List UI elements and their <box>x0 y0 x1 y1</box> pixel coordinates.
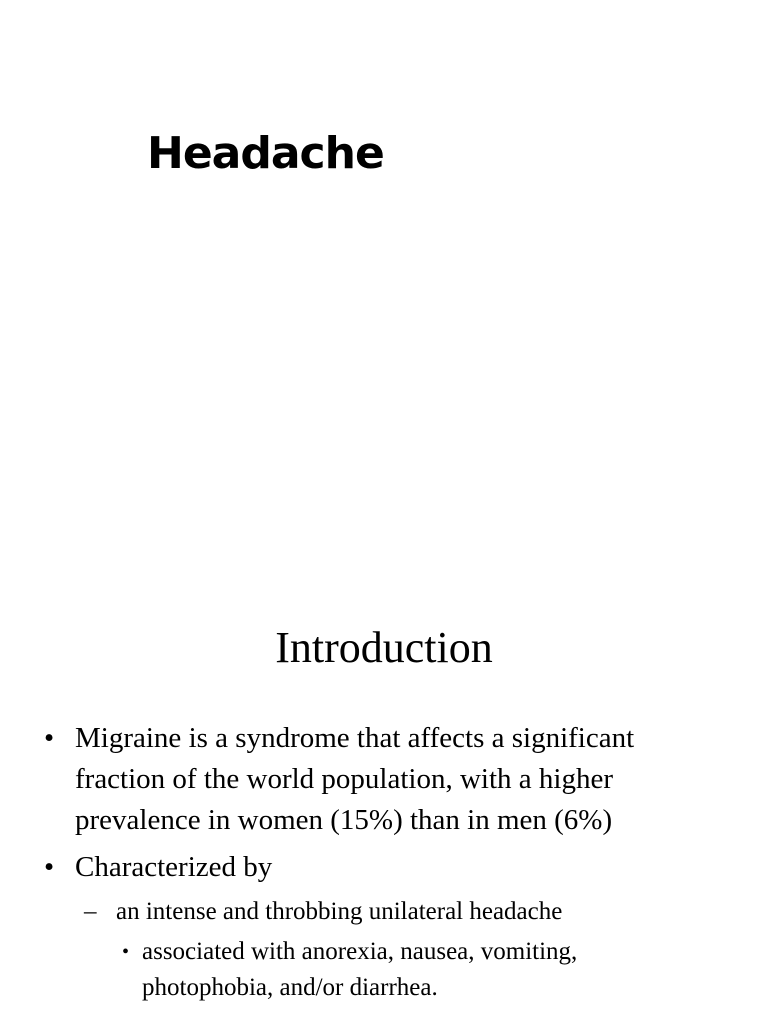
sub-sub-bullet-text: associated with anorexia, nausea, vomiting, photophobia, and/or diarrhea. <box>142 938 578 1001</box>
sub-bullet-marker: – <box>84 898 97 925</box>
sub-bullet-headache <box>0 894 768 930</box>
bullet-migraine <box>0 718 768 841</box>
bullet-term: Migraine <box>75 722 182 754</box>
bullet-list <box>0 718 768 1006</box>
bullet-text: Characterized by <box>75 851 273 883</box>
slide-title: Headache <box>147 128 384 179</box>
sub-bullet-text: an intense and throbbing unilateral headache <box>116 898 563 925</box>
bullet-marker: • <box>44 722 55 754</box>
bullet-marker: • <box>44 851 55 883</box>
slide-introduction <box>0 560 768 1024</box>
sub-sub-bullet-symptoms <box>0 934 768 1006</box>
bullet-characterized <box>0 847 768 888</box>
sub-sub-bullet-marker: • <box>122 941 130 963</box>
slide-title: Introduction <box>275 623 493 672</box>
bullet-text: is a syndrome that affects a significant fraction of the world population, with a higher prevalence in women (15%) than in men (6%) <box>75 722 635 836</box>
